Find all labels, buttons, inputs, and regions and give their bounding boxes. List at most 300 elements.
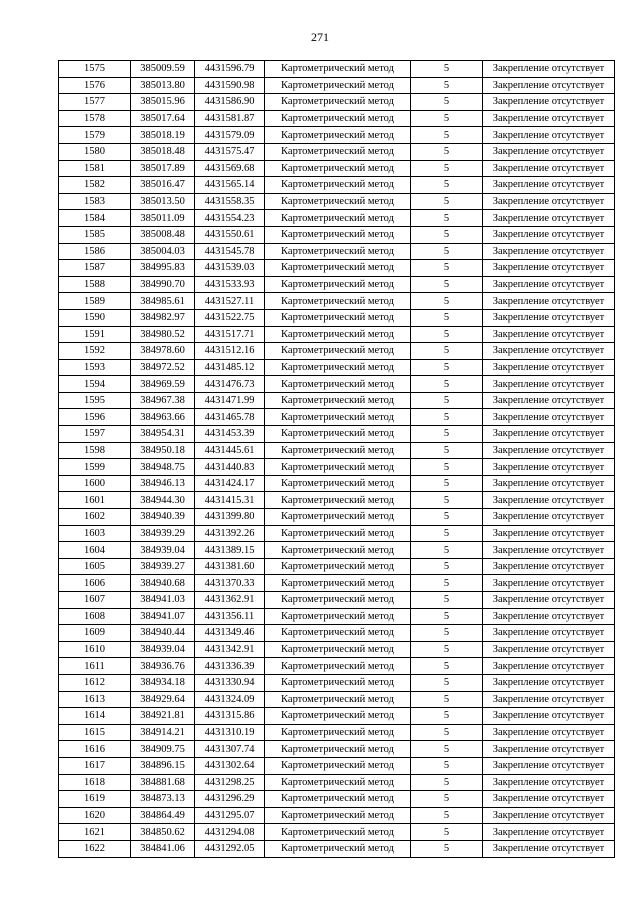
fixing-cell: Закрепление отсутствует (483, 210, 615, 227)
method-cell: Картометрический метод (265, 575, 411, 592)
table-row (59, 61, 615, 78)
y-coordinate-cell: 4431307.74 (195, 741, 265, 758)
table-row (59, 625, 615, 642)
x-coordinate-cell: 384940.44 (131, 625, 195, 642)
accuracy-cell: 5 (411, 326, 483, 343)
accuracy-cell: 5 (411, 61, 483, 78)
fixing-cell: Закрепление отсутствует (483, 492, 615, 509)
y-coordinate-cell: 4431336.39 (195, 658, 265, 675)
method-cell: Картометрический метод (265, 392, 411, 409)
y-coordinate-cell: 4431569.68 (195, 160, 265, 177)
method-cell: Картометрический метод (265, 260, 411, 277)
point-number-cell: 1594 (59, 376, 131, 393)
accuracy-cell: 5 (411, 592, 483, 609)
y-coordinate-cell: 4431558.35 (195, 193, 265, 210)
method-cell: Картометрический метод (265, 376, 411, 393)
method-cell: Картометрический метод (265, 293, 411, 310)
coordinates-table-body (59, 61, 615, 858)
method-cell: Картометрический метод (265, 210, 411, 227)
y-coordinate-cell: 4431298.25 (195, 774, 265, 791)
y-coordinate-cell: 4431302.64 (195, 757, 265, 774)
x-coordinate-cell: 384881.68 (131, 774, 195, 791)
point-number-cell: 1587 (59, 260, 131, 277)
fixing-cell: Закрепление отсутствует (483, 691, 615, 708)
x-coordinate-cell: 384864.49 (131, 807, 195, 824)
table-row (59, 708, 615, 725)
point-number-cell: 1619 (59, 791, 131, 808)
point-number-cell: 1614 (59, 708, 131, 725)
method-cell: Картометрический метод (265, 193, 411, 210)
point-number-cell: 1620 (59, 807, 131, 824)
fixing-cell: Закрепление отсутствует (483, 592, 615, 609)
accuracy-cell: 5 (411, 359, 483, 376)
x-coordinate-cell: 384946.13 (131, 475, 195, 492)
accuracy-cell: 5 (411, 376, 483, 393)
fixing-cell: Закрепление отсутствует (483, 791, 615, 808)
table-row (59, 509, 615, 526)
x-coordinate-cell: 384873.13 (131, 791, 195, 808)
fixing-cell: Закрепление отсутствует (483, 177, 615, 194)
fixing-cell: Закрепление отсутствует (483, 459, 615, 476)
point-number-cell: 1610 (59, 641, 131, 658)
y-coordinate-cell: 4431522.75 (195, 309, 265, 326)
x-coordinate-cell: 384990.70 (131, 276, 195, 293)
method-cell: Картометрический метод (265, 359, 411, 376)
fixing-cell: Закрепление отсутствует (483, 708, 615, 725)
accuracy-cell: 5 (411, 210, 483, 227)
accuracy-cell: 5 (411, 426, 483, 443)
fixing-cell: Закрепление отсутствует (483, 741, 615, 758)
y-coordinate-cell: 4431415.31 (195, 492, 265, 509)
method-cell: Картометрический метод (265, 658, 411, 675)
table-row (59, 260, 615, 277)
point-number-cell: 1602 (59, 509, 131, 526)
point-number-cell: 1600 (59, 475, 131, 492)
fixing-cell: Закрепление отсутствует (483, 525, 615, 542)
table-row (59, 641, 615, 658)
accuracy-cell: 5 (411, 724, 483, 741)
y-coordinate-cell: 4431342.91 (195, 641, 265, 658)
table-row (59, 741, 615, 758)
accuracy-cell: 5 (411, 243, 483, 260)
y-coordinate-cell: 4431527.11 (195, 293, 265, 310)
method-cell: Картометрический метод (265, 426, 411, 443)
method-cell: Картометрический метод (265, 110, 411, 127)
y-coordinate-cell: 4431315.86 (195, 708, 265, 725)
accuracy-cell: 5 (411, 110, 483, 127)
point-number-cell: 1596 (59, 409, 131, 426)
y-coordinate-cell: 4431465.78 (195, 409, 265, 426)
fixing-cell: Закрепление отсутствует (483, 61, 615, 78)
point-number-cell: 1577 (59, 94, 131, 111)
fixing-cell: Закрепление отсутствует (483, 260, 615, 277)
method-cell: Картометрический метод (265, 177, 411, 194)
table-row (59, 807, 615, 824)
x-coordinate-cell: 384841.06 (131, 840, 195, 857)
table-row (59, 143, 615, 160)
y-coordinate-cell: 4431356.11 (195, 608, 265, 625)
method-cell: Картометрический метод (265, 143, 411, 160)
table-row (59, 475, 615, 492)
accuracy-cell: 5 (411, 392, 483, 409)
method-cell: Картометрический метод (265, 840, 411, 857)
x-coordinate-cell: 385009.59 (131, 61, 195, 78)
table-row (59, 293, 615, 310)
fixing-cell: Закрепление отсутствует (483, 127, 615, 144)
accuracy-cell: 5 (411, 525, 483, 542)
fixing-cell: Закрепление отсутствует (483, 343, 615, 360)
method-cell: Картометрический метод (265, 824, 411, 841)
x-coordinate-cell: 384995.83 (131, 260, 195, 277)
accuracy-cell: 5 (411, 442, 483, 459)
accuracy-cell: 5 (411, 625, 483, 642)
x-coordinate-cell: 385013.80 (131, 77, 195, 94)
table-row (59, 309, 615, 326)
method-cell: Картометрический метод (265, 741, 411, 758)
fixing-cell: Закрепление отсутствует (483, 840, 615, 857)
point-number-cell: 1592 (59, 343, 131, 360)
fixing-cell: Закрепление отсутствует (483, 193, 615, 210)
point-number-cell: 1585 (59, 226, 131, 243)
x-coordinate-cell: 384939.29 (131, 525, 195, 542)
y-coordinate-cell: 4431392.26 (195, 525, 265, 542)
accuracy-cell: 5 (411, 542, 483, 559)
accuracy-cell: 5 (411, 309, 483, 326)
y-coordinate-cell: 4431424.17 (195, 475, 265, 492)
x-coordinate-cell: 384948.75 (131, 459, 195, 476)
method-cell: Картометрический метод (265, 77, 411, 94)
y-coordinate-cell: 4431440.83 (195, 459, 265, 476)
accuracy-cell: 5 (411, 575, 483, 592)
table-row (59, 94, 615, 111)
point-number-cell: 1609 (59, 625, 131, 642)
point-number-cell: 1590 (59, 309, 131, 326)
fixing-cell: Закрепление отсутствует (483, 774, 615, 791)
table-row (59, 276, 615, 293)
y-coordinate-cell: 4431476.73 (195, 376, 265, 393)
x-coordinate-cell: 384939.04 (131, 641, 195, 658)
y-coordinate-cell: 4431545.78 (195, 243, 265, 260)
x-coordinate-cell: 384939.27 (131, 558, 195, 575)
x-coordinate-cell: 384896.15 (131, 757, 195, 774)
y-coordinate-cell: 4431349.46 (195, 625, 265, 642)
method-cell: Картометрический метод (265, 592, 411, 609)
method-cell: Картометрический метод (265, 343, 411, 360)
fixing-cell: Закрепление отсутствует (483, 226, 615, 243)
y-coordinate-cell: 4431330.94 (195, 674, 265, 691)
table-row (59, 392, 615, 409)
table-row (59, 575, 615, 592)
y-coordinate-cell: 4431471.99 (195, 392, 265, 409)
accuracy-cell: 5 (411, 558, 483, 575)
x-coordinate-cell: 384969.59 (131, 376, 195, 393)
table-row (59, 592, 615, 609)
accuracy-cell: 5 (411, 509, 483, 526)
point-number-cell: 1593 (59, 359, 131, 376)
fixing-cell: Закрепление отсутствует (483, 143, 615, 160)
accuracy-cell: 5 (411, 260, 483, 277)
y-coordinate-cell: 4431575.47 (195, 143, 265, 160)
x-coordinate-cell: 384914.21 (131, 724, 195, 741)
fixing-cell: Закрепление отсутствует (483, 625, 615, 642)
fixing-cell: Закрепление отсутствует (483, 658, 615, 675)
method-cell: Картометрический метод (265, 724, 411, 741)
table-row (59, 492, 615, 509)
accuracy-cell: 5 (411, 94, 483, 111)
method-cell: Картометрический метод (265, 525, 411, 542)
fixing-cell: Закрепление отсутствует (483, 757, 615, 774)
point-number-cell: 1621 (59, 824, 131, 841)
table-row (59, 791, 615, 808)
method-cell: Картометрический метод (265, 309, 411, 326)
point-number-cell: 1591 (59, 326, 131, 343)
table-row (59, 691, 615, 708)
x-coordinate-cell: 385018.19 (131, 127, 195, 144)
fixing-cell: Закрепление отсутствует (483, 475, 615, 492)
accuracy-cell: 5 (411, 824, 483, 841)
table-row (59, 110, 615, 127)
x-coordinate-cell: 384941.07 (131, 608, 195, 625)
table-row (59, 824, 615, 841)
fixing-cell: Закрепление отсутствует (483, 542, 615, 559)
method-cell: Картометрический метод (265, 409, 411, 426)
x-coordinate-cell: 384944.30 (131, 492, 195, 509)
table-row (59, 376, 615, 393)
table-row (59, 177, 615, 194)
point-number-cell: 1604 (59, 542, 131, 559)
accuracy-cell: 5 (411, 674, 483, 691)
y-coordinate-cell: 4431295.07 (195, 807, 265, 824)
x-coordinate-cell: 384940.68 (131, 575, 195, 592)
fixing-cell: Закрепление отсутствует (483, 359, 615, 376)
y-coordinate-cell: 4431533.93 (195, 276, 265, 293)
accuracy-cell: 5 (411, 757, 483, 774)
point-number-cell: 1583 (59, 193, 131, 210)
point-number-cell: 1617 (59, 757, 131, 774)
point-number-cell: 1586 (59, 243, 131, 260)
table-row (59, 757, 615, 774)
x-coordinate-cell: 385018.48 (131, 143, 195, 160)
x-coordinate-cell: 384940.39 (131, 509, 195, 526)
fixing-cell: Закрепление отсутствует (483, 94, 615, 111)
method-cell: Картометрический метод (265, 61, 411, 78)
point-number-cell: 1612 (59, 674, 131, 691)
method-cell: Картометрический метод (265, 459, 411, 476)
y-coordinate-cell: 4431581.87 (195, 110, 265, 127)
y-coordinate-cell: 4431596.79 (195, 61, 265, 78)
x-coordinate-cell: 384967.38 (131, 392, 195, 409)
method-cell: Картометрический метод (265, 558, 411, 575)
method-cell: Картометрический метод (265, 127, 411, 144)
fixing-cell: Закрепление отсутствует (483, 77, 615, 94)
y-coordinate-cell: 4431381.60 (195, 558, 265, 575)
table-row (59, 558, 615, 575)
table-row (59, 326, 615, 343)
table-row (59, 193, 615, 210)
accuracy-cell: 5 (411, 293, 483, 310)
x-coordinate-cell: 385004.03 (131, 243, 195, 260)
accuracy-cell: 5 (411, 774, 483, 791)
y-coordinate-cell: 4431389.15 (195, 542, 265, 559)
method-cell: Картометрический метод (265, 608, 411, 625)
table-row (59, 359, 615, 376)
point-number-cell: 1589 (59, 293, 131, 310)
accuracy-cell: 5 (411, 276, 483, 293)
fixing-cell: Закрепление отсутствует (483, 575, 615, 592)
accuracy-cell: 5 (411, 608, 483, 625)
accuracy-cell: 5 (411, 840, 483, 857)
table-row (59, 343, 615, 360)
method-cell: Картометрический метод (265, 326, 411, 343)
x-coordinate-cell: 385017.89 (131, 160, 195, 177)
table-row (59, 442, 615, 459)
x-coordinate-cell: 384954.31 (131, 426, 195, 443)
x-coordinate-cell: 384921.81 (131, 708, 195, 725)
point-number-cell: 1588 (59, 276, 131, 293)
method-cell: Картометрический метод (265, 625, 411, 642)
accuracy-cell: 5 (411, 343, 483, 360)
accuracy-cell: 5 (411, 741, 483, 758)
table-row (59, 243, 615, 260)
x-coordinate-cell: 385008.48 (131, 226, 195, 243)
accuracy-cell: 5 (411, 177, 483, 194)
accuracy-cell: 5 (411, 807, 483, 824)
fixing-cell: Закрепление отсутствует (483, 293, 615, 310)
page-number: 271 (311, 30, 329, 44)
y-coordinate-cell: 4431445.61 (195, 442, 265, 459)
method-cell: Картометрический метод (265, 807, 411, 824)
table-row (59, 160, 615, 177)
method-cell: Картометрический метод (265, 226, 411, 243)
x-coordinate-cell: 384936.76 (131, 658, 195, 675)
table-row (59, 77, 615, 94)
y-coordinate-cell: 4431370.33 (195, 575, 265, 592)
y-coordinate-cell: 4431399.80 (195, 509, 265, 526)
point-number-cell: 1618 (59, 774, 131, 791)
y-coordinate-cell: 4431310.19 (195, 724, 265, 741)
point-number-cell: 1616 (59, 741, 131, 758)
table-row (59, 525, 615, 542)
method-cell: Картометрический метод (265, 757, 411, 774)
y-coordinate-cell: 4431517.71 (195, 326, 265, 343)
fixing-cell: Закрепление отсутствует (483, 509, 615, 526)
accuracy-cell: 5 (411, 641, 483, 658)
fixing-cell: Закрепление отсутствует (483, 276, 615, 293)
method-cell: Картометрический метод (265, 94, 411, 111)
fixing-cell: Закрепление отсутствует (483, 641, 615, 658)
y-coordinate-cell: 4431362.91 (195, 592, 265, 609)
table-row (59, 210, 615, 227)
point-number-cell: 1605 (59, 558, 131, 575)
y-coordinate-cell: 4431324.09 (195, 691, 265, 708)
point-number-cell: 1606 (59, 575, 131, 592)
x-coordinate-cell: 384972.52 (131, 359, 195, 376)
fixing-cell: Закрепление отсутствует (483, 392, 615, 409)
accuracy-cell: 5 (411, 143, 483, 160)
x-coordinate-cell: 384982.97 (131, 309, 195, 326)
fixing-cell: Закрепление отсутствует (483, 824, 615, 841)
accuracy-cell: 5 (411, 77, 483, 94)
y-coordinate-cell: 4431579.09 (195, 127, 265, 144)
y-coordinate-cell: 4431292.05 (195, 840, 265, 857)
point-number-cell: 1603 (59, 525, 131, 542)
x-coordinate-cell: 385016.47 (131, 177, 195, 194)
x-coordinate-cell: 384941.03 (131, 592, 195, 609)
fixing-cell: Закрепление отсутствует (483, 442, 615, 459)
fixing-cell: Закрепление отсутствует (483, 309, 615, 326)
fixing-cell: Закрепление отсутствует (483, 724, 615, 741)
x-coordinate-cell: 384909.75 (131, 741, 195, 758)
x-coordinate-cell: 384985.61 (131, 293, 195, 310)
x-coordinate-cell: 384939.04 (131, 542, 195, 559)
fixing-cell: Закрепление отсутствует (483, 326, 615, 343)
fixing-cell: Закрепление отсутствует (483, 110, 615, 127)
table-row (59, 608, 615, 625)
point-number-cell: 1598 (59, 442, 131, 459)
point-number-cell: 1584 (59, 210, 131, 227)
method-cell: Картометрический метод (265, 774, 411, 791)
accuracy-cell: 5 (411, 492, 483, 509)
accuracy-cell: 5 (411, 708, 483, 725)
method-cell: Картометрический метод (265, 276, 411, 293)
table-row (59, 226, 615, 243)
accuracy-cell: 5 (411, 475, 483, 492)
y-coordinate-cell: 4431565.14 (195, 177, 265, 194)
method-cell: Картометрический метод (265, 708, 411, 725)
x-coordinate-cell: 385011.09 (131, 210, 195, 227)
point-number-cell: 1622 (59, 840, 131, 857)
x-coordinate-cell: 384950.18 (131, 442, 195, 459)
table-row (59, 409, 615, 426)
accuracy-cell: 5 (411, 691, 483, 708)
y-coordinate-cell: 4431485.12 (195, 359, 265, 376)
x-coordinate-cell: 384978.60 (131, 343, 195, 360)
table-row (59, 840, 615, 857)
y-coordinate-cell: 4431550.61 (195, 226, 265, 243)
y-coordinate-cell: 4431453.39 (195, 426, 265, 443)
fixing-cell: Закрепление отсутствует (483, 426, 615, 443)
table-row (59, 542, 615, 559)
y-coordinate-cell: 4431554.23 (195, 210, 265, 227)
x-coordinate-cell: 384963.66 (131, 409, 195, 426)
x-coordinate-cell: 384934.18 (131, 674, 195, 691)
accuracy-cell: 5 (411, 658, 483, 675)
x-coordinate-cell: 384929.64 (131, 691, 195, 708)
accuracy-cell: 5 (411, 459, 483, 476)
method-cell: Картометрический метод (265, 791, 411, 808)
y-coordinate-cell: 4431296.29 (195, 791, 265, 808)
fixing-cell: Закрепление отсутствует (483, 409, 615, 426)
table-row (59, 127, 615, 144)
accuracy-cell: 5 (411, 193, 483, 210)
method-cell: Картометрический метод (265, 475, 411, 492)
method-cell: Картометрический метод (265, 243, 411, 260)
y-coordinate-cell: 4431586.90 (195, 94, 265, 111)
point-number-cell: 1611 (59, 658, 131, 675)
fixing-cell: Закрепление отсутствует (483, 376, 615, 393)
point-number-cell: 1601 (59, 492, 131, 509)
fixing-cell: Закрепление отсутствует (483, 674, 615, 691)
fixing-cell: Закрепление отсутствует (483, 608, 615, 625)
accuracy-cell: 5 (411, 127, 483, 144)
point-number-cell: 1580 (59, 143, 131, 160)
method-cell: Картометрический метод (265, 641, 411, 658)
y-coordinate-cell: 4431590.98 (195, 77, 265, 94)
fixing-cell: Закрепление отсутствует (483, 160, 615, 177)
fixing-cell: Закрепление отсутствует (483, 558, 615, 575)
point-number-cell: 1582 (59, 177, 131, 194)
table-row (59, 674, 615, 691)
